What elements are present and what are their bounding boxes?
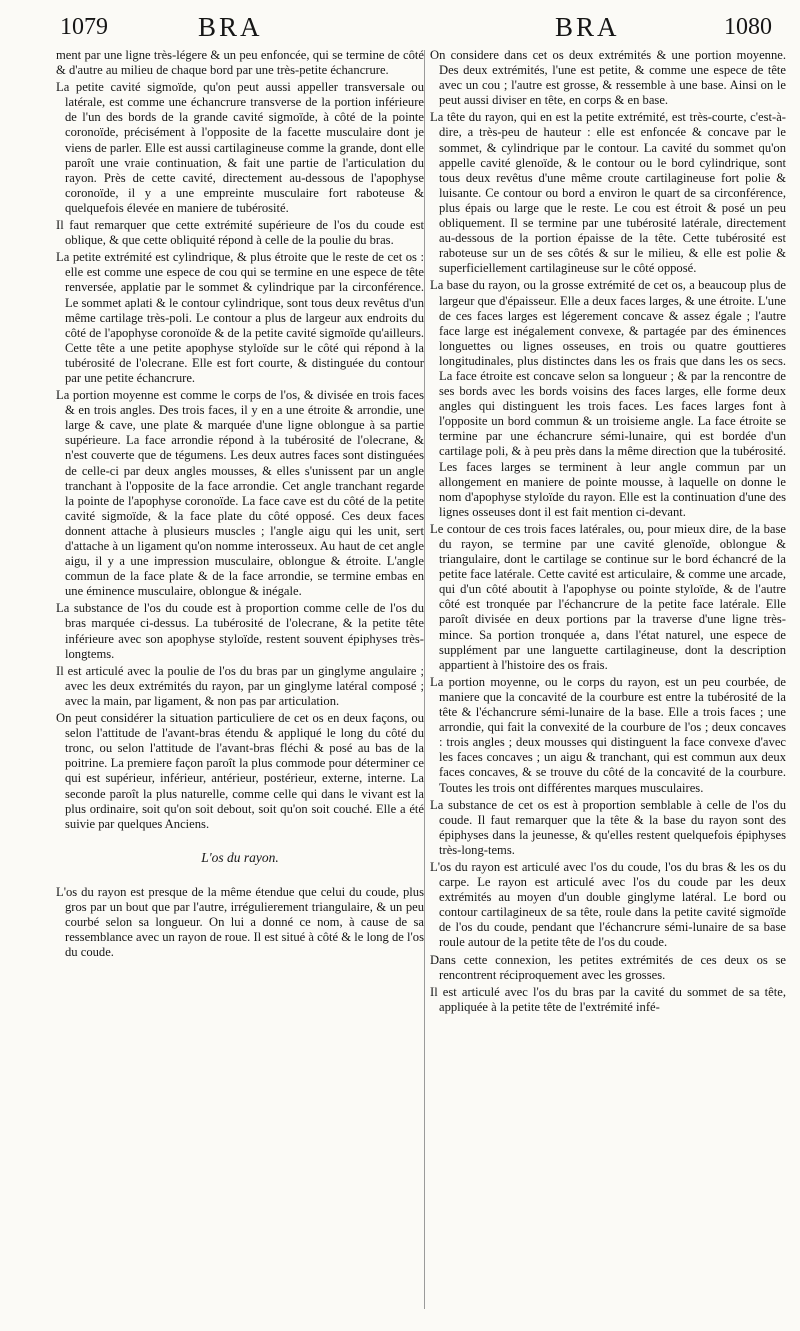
paragraph: La tête du rayon, qui en est la petite extrémité, est très-courte, c'est-à-dire, a très-peu de hauteur : elle est enfoncée & concave par le sommet, & cylindrique par le contour. La cavité du sommet qu'on appelle cavité glenoïde, & le contour ou le bord cylindrique, sont tous deux revêtus d'une même croute cartilagineuse fort polie & luisante. Ce contour ou bord a environ le quart de sa circonférence, plus épais ou large que le reste. Le cou est étroit & posé un peu obliquement. Il se termine par une tubérosité latérale, directement au-dessous de la portion épaisse de la tête. Cette tubérosité est raboteuse sur un de ses côtés & sur le milieu, & elle est polie & superficiellement cartilagineuse sur le côté opposé.: [430, 110, 786, 276]
paragraph: La substance de cet os est à proportion semblable à celle de l'os du coude. Il faut remarquer que la tête & la base du rayon sont des épiphyses dans la jeunesse, & qu'elles restent quelquefois épiphyses très-long-tems.: [430, 797, 786, 857]
headword-left: BRA: [198, 12, 263, 42]
paragraph: Il faut remarquer que cette extrémité supérieure de l'os du coude est oblique, & que cette obliquité répond à celle de la poulie du bras.: [56, 218, 424, 248]
page-number-left: 1079: [60, 14, 108, 40]
column-divider: [424, 50, 425, 1309]
section-title: L'os du rayon.: [201, 849, 279, 865]
paragraph: La portion moyenne est comme le corps de l'os, & divisée en trois faces & en trois angles. Des trois faces, il y en a une étroite & arrondie, une large & cave, une plate & marquée d'une ligne oblongue à sa partie supérieure. La face arrondie répond à la tubérosité de l'olecrane, & n'est couverte que de tégumens. Les deux autres faces sont distinguées de celle-ci par deux angles mousses, & elles s'unissent par un angle tranchant à l'opposite de la face arrondie. Cet angle tranchant regarde la pointe de l'apophyse coronoïde. La face cave est du côté de la petite cavité sigmoïde, & la face plate du côté opposé. Ces deux faces donnent attache à plusieurs muscles ; l'angle aigu qui les unit, sert d'attache à un ligament qu'on nomme interosseux. Au haut de cet angle aigu, il y a une impression musculaire, oblongue & étroite. L'angle commun de la face plate & de la face arrondie, se termine embas en une éminence musculaire, oblongue & inégale.: [56, 388, 424, 599]
paragraph: Le contour de ces trois faces latérales, ou, pour mieux dire, de la base du rayon, se termine par une cavité glenoïde, oblongue & triangulaire, dont le cartilage se continue sur le bord échancré de la petite face latérale. Cette cavité est articulaire, & comme une arcade, qui d'un côté aboutit à l'apophyse ou pointe styloïde, & de l'autre côté est tronquée par l'échancrure de la petite face latérale. Elle paroît divisée en deux portions par la traverse d'une ligne très-mince. Sa portion tronquée a, dans l'état naturel, une espece de supplément par une languette cartilagineuse, dont la description appartient à l'histoire des os frais.: [430, 521, 786, 672]
paragraph: Il est articulé avec l'os du bras par la cavité du sommet de sa tête, appliquée à la petite tête de l'extrémité infé-: [430, 984, 786, 1014]
paragraph: La base du rayon, ou la grosse extrémité de cet os, a beaucoup plus de largeur que d'épaisseur. Elle a deux faces larges, & une étroite. L'une de ces faces larges est légerement concave & assez égale ; l'autre face large est inégalement convexe, & partagée par des éminences longuettes ou lignes osseuses, en trois ou quatre gouttieres longitudinales, plus distinctes dans les os frais que dans les os secs. La face étroite est concave selon sa longueur ; & par la rencontre de ses bords avec les bords voisins des faces larges, elle forme deux angles qui distinguent les trois faces. Les faces larges font à l'opposite un bord commun & un troisieme angle. La face étroite se termine par une échancrure sémi-lunaire, qui est bordée d'un cartilage poli, & à peu près dans la même direction que la tubérosité. Les faces larges se terminent à leur angle commun par un allongement en maniere de pointe mousse, à laquelle on donne le nom d'apophyse styloïde du rayon. Elle est la continuation d'une des lignes osseuses dont il est fait mention ci-devant.: [430, 278, 786, 519]
paragraph: On considere dans cet os deux extrémités & une portion moyenne. Des deux extrémités, l'une est petite, & comme une espece de tête avec un cou ; l'autre est grosse, & ressemble à une base. Ainsi on le peut aussi diviser en tête, en corps & en base.: [430, 48, 786, 108]
left-column: [56, 48, 424, 962]
paragraph: On peut considérer la situation particuliere de cet os en deux façons, ou selon l'attitude de l'avant-bras étendu & appliqué le long du côté du tronc, ou selon l'attitude de l'avant-bras fléchi & posé au bas de la poitrine. La premiere façon paroît la plus commode pour déterminer ce qui est supérieur, inférieur, antérieur, postérieur, externe, interne. La seconde paroît la plus naturelle, comme celle qui dans le vivant est la plus ordinaire, soit qu'on soit debout, soit qu'on soit couché. Elle a été suivie par quelques Anciens.: [56, 711, 424, 831]
paragraph: La portion moyenne, ou le corps du rayon, est un peu courbée, de maniere que la concavité de la courbure est entre la tubérosité de la tête & l'échancrure sémi-lunaire de la base. Elle a trois faces ; une arrondie, qui fait la convexité de la courbure de l'os ; deux concaves : trois angles ; deux mousses qui distinguent la face convexe d'avec les faces concaves ; un aigu & tranchant, qui est commun aux deux faces concaves, & se trouve du côté de la concavité de la courbure. Toutes les trois ont différentes marques musculaires.: [430, 674, 786, 795]
paragraph: La petite extrémité est cylindrique, & plus étroite que le reste de cet os : elle est comme une espece de cou qui se termine en une espece de tête renversée, applatie par le sommet & cylindrique par la circonférence. Le sommet aplati & le contour cylindrique, sont tous deux revêtus d'un même cartilage très-poli. Le contour a plus de largeur aux endroits du côté de l'apophyse coronoïde & de la petite cavité sigmoïde qu'ailleurs. Cette tête a une petite apophyse styloïde sur le côté qui répond à la tubérosité de l'olecrane. Elle est fort courte, & distinguée du contour par une petite échancrure.: [56, 250, 424, 385]
paragraph: L'os du rayon est presque de la même étendue que celui du coude, plus gros par un bout que par l'autre, irrégulierement triangulaire, & un peu courbé selon sa longueur. On lui a donné ce nom, à cause de sa ressemblance avec un rayon de roue. Il est situé à côté & le long de l'os du coude.: [56, 884, 424, 960]
page-number-right: 1080: [724, 14, 772, 40]
paragraph: L'os du rayon est articulé avec l'os du coude, l'os du bras & les os du carpe. Le rayon est articulé avec l'os du coude par les deux extrémités au moyen d'un double ginglyme latéral. Le bord ou contour cartilagineux de sa tête, roule dans la petite cavité sigmoïde de l'os du coude, pendant que l'échancrure sémi-lunaire de sa base roule autour de la petite tête de l'os du coude.: [430, 859, 786, 950]
running-header: [40, 12, 776, 48]
paragraph: Dans cette connexion, les petites extrémités de ces deux os se rencontrent réciproquement avec les grosses.: [430, 952, 786, 982]
right-column: [430, 48, 786, 1017]
paragraph: ment par une ligne très-légere & un peu enfoncée, qui se termine de côté & d'autre au milieu de chaque bord par une très-petite échancrure.: [56, 48, 424, 78]
paragraph: La substance de l'os du coude est à proportion comme celle de l'os du bras marquée ci-dessus. La tubérosité de l'olecrane, & la petite tête inférieure avec son apophyse styloïde, restent souvent épiphyses très-longtems.: [56, 601, 424, 661]
paragraph: Il est articulé avec la poulie de l'os du bras par un ginglyme angulaire ; avec les deux extrémités du rayon, par un ginglyme latéral composé ; avec la main, par ligament, & non pas par articulation.: [56, 663, 424, 708]
paragraph: La petite cavité sigmoïde, qu'on peut aussi appeller transversale ou latérale, est comme une échancrure transverse de la portion inférieure de l'un des bords de la grande cavité sigmoïde, à côté de la pointe coronoïde, précisément à l'opposite de la facette musculaire dont je viens de parler. Elle est aussi cartilagineuse comme la grande, dont elle paroît une vraie continuation, & fait une partie de l'articulation du rayon. Près de cette cavité, directement au-dessous de l'apophyse coronoïde, il y a une empreinte musculaire fort raboteuse & quelquefois élevée en maniere de tubérosité.: [56, 80, 424, 215]
headword-right: BRA: [555, 12, 620, 42]
